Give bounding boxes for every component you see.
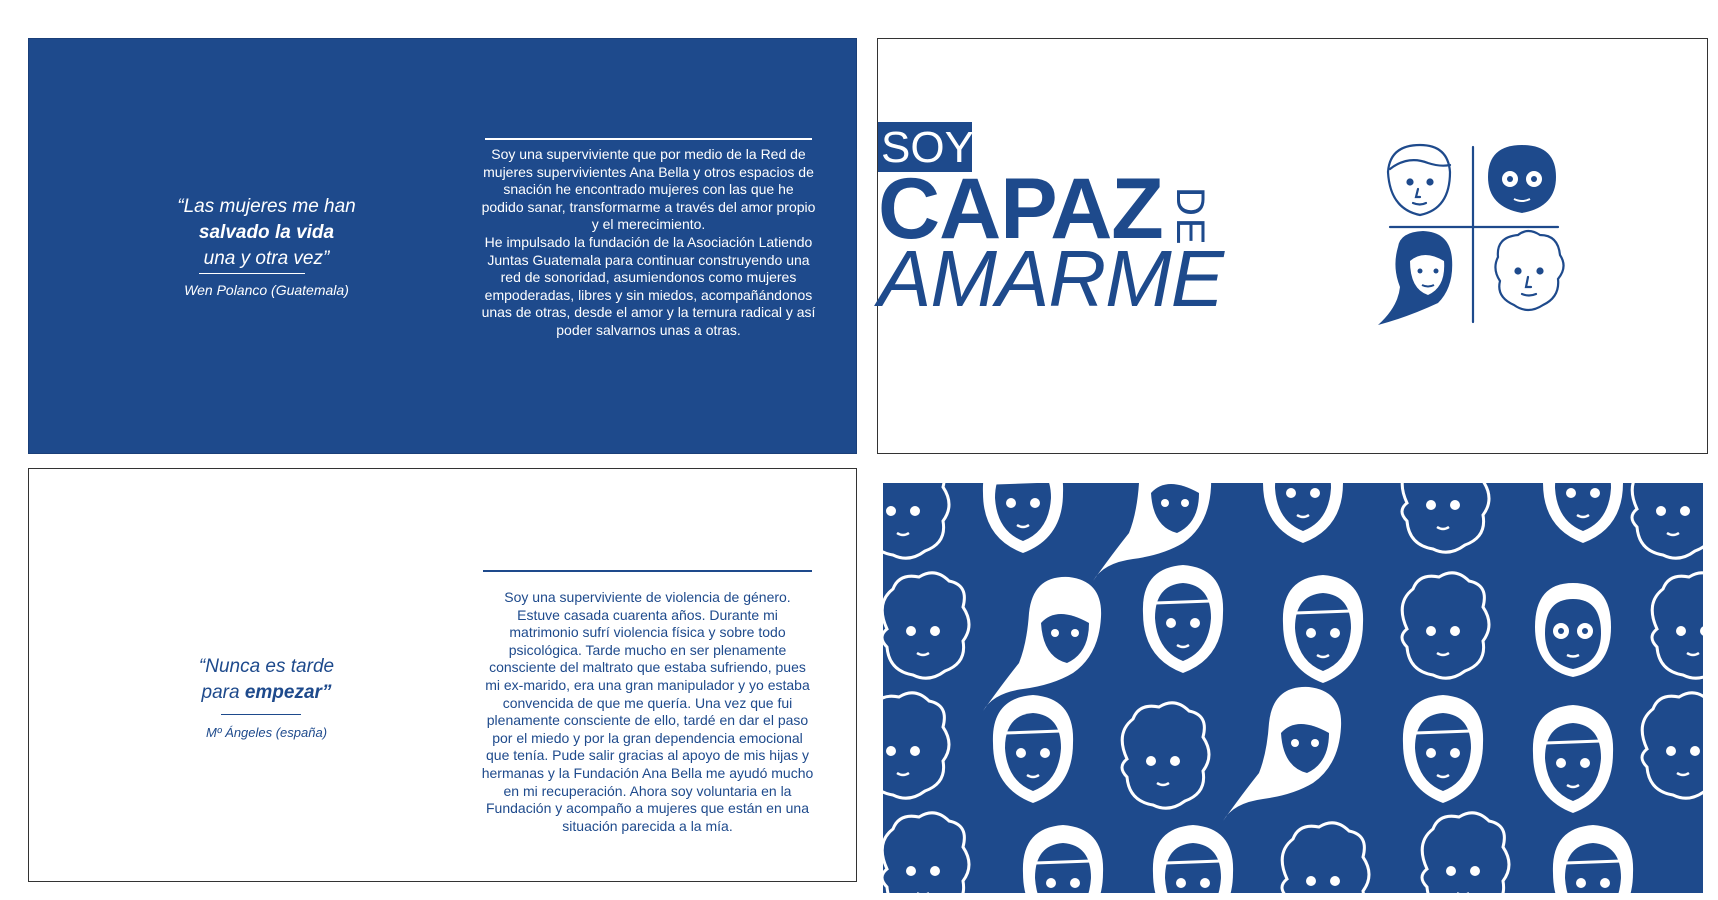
title-word-soy: SOY xyxy=(881,123,974,172)
title-word-capaz: CAPAZ xyxy=(878,161,1163,257)
testimonial-card-angeles xyxy=(28,468,857,882)
divider xyxy=(485,138,812,140)
author-name: Wen Polanco (Guatemala) xyxy=(184,282,349,298)
quote xyxy=(119,194,414,272)
author-name: Mº Ángeles (españa) xyxy=(205,725,328,740)
story-text: Soy una superviviente que por medio de la Red de mujeres supervivientes Ana Bella y otros espacios de snación he encontrado mujeres con las que he podido sanar, transformarme a través del amor propio y el merecimiento. He impulsado la fundación de la Asociación Latiendo Juntas Guatemala para continuar construyendo una red de sonoridad, asumiendonos como mujeres empoderadas, libres y sin miedos, acompañándonos unas de otras, desde el amor y la ternura radical y así poder salvarnos unas a otras. xyxy=(481,146,816,338)
divider xyxy=(483,570,812,572)
title-card xyxy=(877,38,1708,454)
quote xyxy=(149,654,384,706)
title-word-de: DE xyxy=(1168,187,1212,247)
quote-line: “Nunca es tarde xyxy=(198,656,335,677)
divider xyxy=(221,714,301,715)
faces-pattern-card xyxy=(883,483,1703,893)
quote-line: una y otra vez” xyxy=(203,248,330,269)
four-faces-icon xyxy=(1368,137,1598,337)
divider xyxy=(199,273,305,274)
quote-line: “Las mujeres me han xyxy=(177,196,356,217)
testimonial-card-wen xyxy=(28,38,857,454)
title-word-amarme: AMARME xyxy=(878,234,1224,323)
quote-emphasis: salvado la vida xyxy=(198,222,335,243)
quote-line: para xyxy=(201,682,245,703)
faces-pattern-icon xyxy=(883,483,1703,893)
story-text: Soy una superviviente de violencia de género. Estuve casada cuarenta años. Durante mi matrimonio sufrí violencia física y sobre todo psicológica. Tarde mucho en ser plenamente consciente del maltrato que estaba sufriendo, pues mi ex-marido, era una gran manipulador y yo estaba convencida de que me quería. Una vez que fui plenamente consciente de ello, tardé en dar el paso por el miedo y por la gran dependencia emocional que tenía. Pude salir gracias al apoyo de mis hijas y hermanas y la Fundación Ana Bella me ayudó mucho en mi recuperación. Ahora soy voluntaria en la Fundación y acompaño a mujeres que están en una situación parecida a la mía. xyxy=(481,589,814,834)
quote-emphasis: empezar” xyxy=(244,682,332,703)
